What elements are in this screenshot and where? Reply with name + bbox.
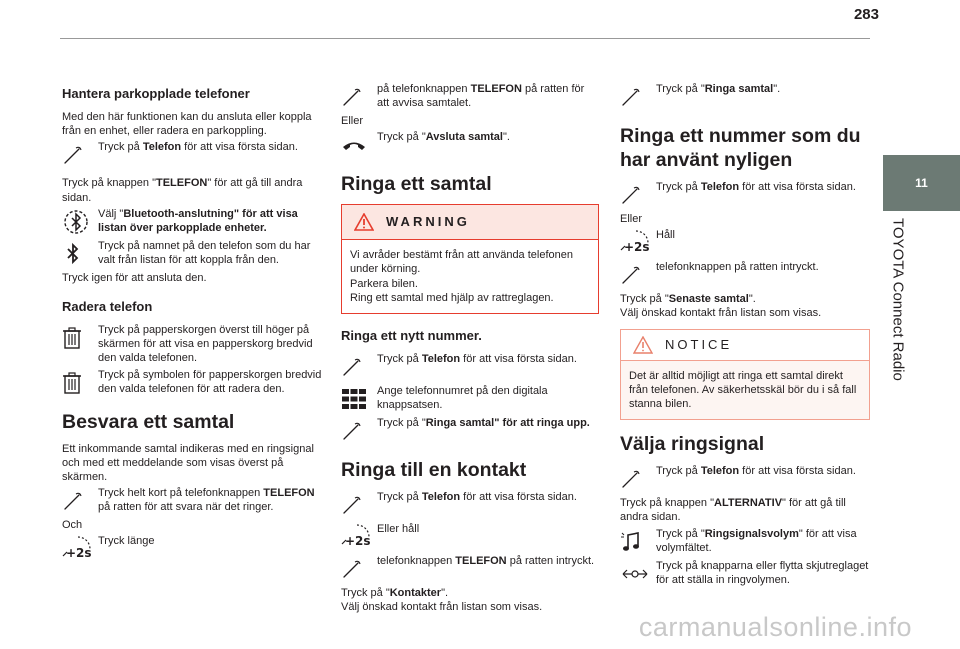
page-number: 283	[853, 6, 879, 23]
tap-icon	[341, 356, 363, 378]
heading-call-contact: Ringa till en kontakt	[341, 459, 527, 482]
manage-intro: Med den här funktionen kan du ansluta eller koppla från en enhet, eller radera en parkoppling.	[62, 111, 312, 138]
tap-icon	[62, 144, 84, 166]
step-end-call: Tryck på "Avsluta samtal".	[341, 130, 599, 160]
step-contact-2: +2s Eller håll	[341, 522, 599, 552]
heading-new-number: Ringa ett nytt nummer.	[341, 328, 482, 344]
step-ring-call: Tryck på "Ringa samtal".	[620, 82, 870, 112]
slider-arrows-icon	[620, 564, 650, 584]
tap-icon	[620, 86, 642, 108]
eller-2: Eller	[620, 213, 643, 225]
contact-press: Tryck på "Kontakter".	[341, 587, 449, 600]
step-ring-1: Tryck på Telefon för att visa första sidan.	[620, 464, 870, 494]
manage-again: Tryck igen för att ansluta den.	[62, 271, 207, 284]
step-recent-1: Tryck på Telefon för att visa första sidan.	[620, 180, 870, 210]
step-delete-2: Tryck på symbolen för papperskorgen bredvid den valda telefonen för att radera den.	[62, 368, 322, 398]
long-press-2s-icon	[620, 229, 652, 257]
step-contact-1: Tryck på Telefon för att visa första sidan.	[341, 490, 599, 520]
chapter-title: TOYOTA Connect Radio	[889, 218, 907, 381]
step-reject: på telefonknappen TELEFON på ratten för att avvisa samtalet.	[341, 82, 599, 112]
music-note-icon	[620, 530, 642, 554]
recent-press: Tryck på "Senaste samtal".	[620, 293, 756, 306]
step-delete-1: Tryck på papperskorgen överst till höger på skärmen för att visa en papperskorg bredvid den valda telefonen.	[62, 323, 322, 366]
trash-icon	[62, 371, 82, 395]
step-answer-2: +2s Tryck länge	[62, 534, 322, 564]
heading-ringtone: Välja ringsignal	[620, 433, 765, 456]
long-press-2s-icon	[62, 535, 94, 563]
tap-icon	[62, 490, 84, 512]
warning-box	[341, 204, 599, 314]
step-recent-2: +2s Håll	[620, 228, 870, 258]
recent-select: Välj önskad kontakt från listan som visas.	[620, 307, 822, 320]
heading-make-call: Ringa ett samtal	[341, 173, 492, 196]
heading-manage-phones: Hantera parkopplade telefoner	[62, 86, 250, 101]
column-1	[62, 80, 322, 566]
notice-header	[621, 330, 869, 361]
step-manage-3: Tryck på namnet på den telefon som du har valt från listan för att koppla från den.	[62, 239, 322, 269]
answer-och: Och	[62, 519, 83, 532]
step-new-2: Ange telefonnumret på den digitala knappsatsen.	[341, 384, 599, 414]
heading-delete-phone: Radera telefon	[62, 299, 153, 315]
warning-body: Vi avråder bestämt från att använda telefonen under körning. Parkera bilen. Ring ett samtal med hjälp av rattreglagen.	[350, 249, 573, 304]
chapter-tab[interactable]: 11	[883, 155, 960, 211]
step-manage-2: Välj "Bluetooth-anslutning" för att visa listan över parkopplade enheter.	[62, 207, 322, 237]
tap-icon	[620, 264, 642, 286]
manage-press: Tryck på knappen "TELEFON" för att gå till andra sidan.	[62, 177, 303, 204]
step-new-1: Tryck på Telefon för att visa första sidan.	[341, 352, 599, 382]
step-new-3: Tryck på "Ringa samtal" för att ringa upp.	[341, 416, 599, 446]
notice-box	[620, 329, 870, 421]
end-call-icon	[341, 135, 367, 155]
long-press-2s-icon	[341, 523, 373, 551]
tap-icon	[341, 420, 363, 442]
warning-header	[342, 205, 598, 240]
bluetooth-icon	[62, 241, 84, 267]
tap-icon	[341, 558, 363, 580]
column-3	[620, 80, 870, 591]
warning-title: WARNING	[386, 214, 470, 230]
tap-icon	[341, 86, 363, 108]
step-answer-1: Tryck helt kort på telefonknappen TELEFON på ratten för att svara när det ringer.	[62, 486, 322, 516]
step-recent-3: telefonknappen på ratten intryckt.	[620, 260, 870, 290]
step-ring-2: Tryck på "Ringsignalsvolym" för att visa volymfältet.	[620, 527, 870, 557]
svg-text:+2s: +2s	[345, 534, 371, 549]
tap-icon	[620, 184, 642, 206]
contact-select: Välj önskad kontakt från listan som visas.	[341, 601, 543, 614]
tap-icon	[341, 494, 363, 516]
step-ring-3: Tryck på knapparna eller flytta skjutreglaget för att ställa in ringvolymen.	[620, 559, 870, 589]
warning-triangle-icon	[354, 213, 374, 231]
notice-triangle-icon	[633, 336, 653, 354]
tap-icon	[620, 468, 642, 490]
notice-body: Det är alltid möjligt att ringa ett samtal direkt från telefonen. Av säkerhetsskäl bör du i så fall stanna bilen.	[621, 361, 869, 420]
answer-intro: Ett inkommande samtal indikeras med en ringsignal och med ett meddelande som visas överst på skärmen.	[62, 442, 314, 484]
step-manage-1: Tryck på Telefon för att visa första sidan.	[62, 140, 322, 170]
watermark: carmanualsonline.info	[638, 612, 912, 642]
heading-recent-number: Ringa ett nummer som du har använt nyligen	[620, 125, 861, 171]
column-2	[341, 80, 599, 614]
step-contact-3: telefonknappen TELEFON på ratten intryckt.	[341, 554, 599, 584]
notice-title: NOTICE	[665, 336, 733, 352]
heading-answer-call: Besvara ett samtal	[62, 410, 235, 433]
ring-press: Tryck på knappen "ALTERNATIV" för att gå till andra sidan.	[620, 497, 846, 524]
eller-1: Eller	[341, 115, 364, 127]
bluetooth-settings-icon	[62, 208, 90, 236]
svg-text:+2s: +2s	[624, 240, 650, 255]
keypad-icon	[341, 388, 367, 410]
trash-icon	[62, 326, 82, 350]
svg-text:+2s: +2s	[66, 546, 92, 561]
header-divider	[60, 38, 870, 39]
